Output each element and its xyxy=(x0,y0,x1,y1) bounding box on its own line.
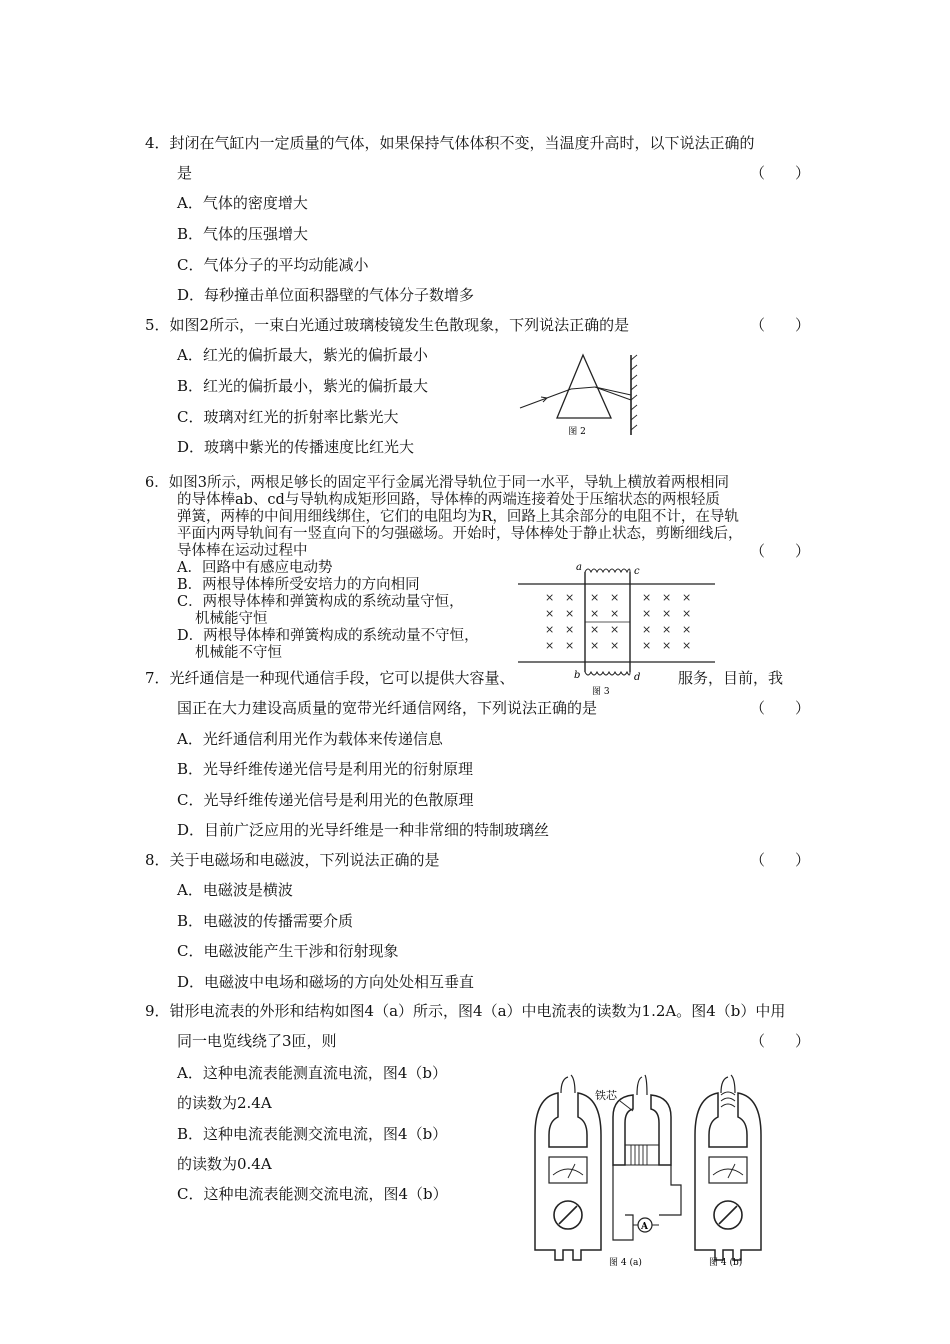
q5-option-d: D．玻璃中紫光的传播速度比红光大 xyxy=(177,438,415,456)
svg-text:×: × xyxy=(610,639,620,652)
svg-text:×: × xyxy=(642,591,652,604)
q9-option-b-line1: B．这种电流表能测交流电流，图4（b） xyxy=(177,1125,448,1143)
figure-3-caption: 图 3 xyxy=(592,687,610,697)
svg-text:×: × xyxy=(610,591,620,604)
q4-option-a: A．气体的密度增大 xyxy=(177,194,308,212)
q8-option-d: D．电磁波中电场和磁场的方向处处相互垂直 xyxy=(177,973,475,991)
q6-stem-line4: 平面内两导轨间有一竖直向下的匀强磁场。开始时，导体棒处于静止状态，剪断细线后， xyxy=(177,526,743,542)
svg-text:×: × xyxy=(682,607,692,620)
svg-text:×: × xyxy=(545,607,555,620)
q9-answer-paren: （ ） xyxy=(750,1032,811,1050)
svg-text:×: × xyxy=(642,607,652,620)
q7-stem-line1-right: 服务，目前，我 xyxy=(678,669,784,687)
svg-text:×: × xyxy=(682,591,692,604)
clamp-meter-figure xyxy=(525,1075,775,1275)
q4-option-c: C．气体分子的平均动能减小 xyxy=(177,256,369,274)
q8-option-b: B．电磁波的传播需要介质 xyxy=(177,912,354,930)
q6-stem-line2: 的导体棒ab、cd与导轨构成矩形回路，导体棒的两端连接着处于压缩状态的两根轻质 xyxy=(177,492,720,508)
q6-option-c-line1: C．两根导体棒和弹簧构成的系统动量守恒， xyxy=(177,594,464,610)
iron-core-label: 铁芯 xyxy=(595,1089,617,1102)
q6-option-d-line1: D．两根导体棒和弹簧构成的系统动量不守恒， xyxy=(177,628,479,644)
q4-option-b: B．气体的压强增大 xyxy=(177,225,309,243)
clamp-meter-b xyxy=(695,1075,761,1260)
meter-a-dial xyxy=(549,1157,587,1183)
q5-stem: 5．如图2所示，一束白光通过玻璃棱镜发生色散现象，下列说法正确的是 xyxy=(145,316,630,334)
q6-stem-line5: 导体棒在运动过程中 xyxy=(177,543,308,559)
q8-option-c: C．电磁波能产生干涉和衍射现象 xyxy=(177,942,399,960)
q6-option-a: A．回路中有感应电动势 xyxy=(177,560,333,576)
svg-text:×: × xyxy=(682,623,692,636)
q4-answer-paren: （ ） xyxy=(750,164,811,182)
svg-text:×: × xyxy=(590,623,600,636)
q9-stem-line2: 同一电览线绕了3匝，则 xyxy=(177,1032,337,1050)
q5-option-c: C．玻璃对红光的折射率比紫光大 xyxy=(177,408,399,426)
q7-option-b: B．光导纤维传递光信号是利用光的衍射原理 xyxy=(177,760,474,778)
meter-b-dial xyxy=(709,1157,747,1183)
q9-option-a-line2: 的读数为2.4A xyxy=(177,1094,272,1112)
svg-text:×: × xyxy=(565,591,575,604)
q7-option-d: D．目前广泛应用的光导纤维是一种非常细的特制玻璃丝 xyxy=(177,821,550,839)
q6-option-d-line2: 机械能不守恒 xyxy=(195,645,282,661)
inner-ray xyxy=(571,387,595,389)
q6-stem-line1: 6．如图3所示，两根足够长的固定平行金属光滑导轨位于同一水平，导轨上横放着两根相同 xyxy=(145,475,729,491)
svg-text:×: × xyxy=(610,623,620,636)
svg-text:×: × xyxy=(565,639,575,652)
q4-stem-line1: 4．封闭在气缸内一定质量的气体，如果保持气体体积不变，当温度升高时，以下说法正确的 xyxy=(145,134,755,152)
coil xyxy=(631,1145,647,1165)
q6-answer-paren: （ ） xyxy=(750,542,811,560)
q9-option-a-line1: A．这种电流表能测直流电流，图4（b） xyxy=(177,1064,447,1082)
q5-option-a: A．红光的偏折最大，紫光的偏折最小 xyxy=(177,346,428,364)
q6-option-b: B．两根导体棒所受安培力的方向相同 xyxy=(177,577,420,593)
label-d: d xyxy=(634,672,641,683)
svg-text:×: × xyxy=(662,607,672,620)
svg-text:×: × xyxy=(590,591,600,604)
svg-text:×: × xyxy=(565,623,575,636)
q8-answer-paren: （ ） xyxy=(750,851,811,869)
q6-stem-line3: 弹簧，两棒的中间用细线绑住，它们的电阻均为R，回路上其余部分的电阻不计，在导轨 xyxy=(177,509,739,525)
svg-text:×: × xyxy=(590,607,600,620)
figure-4b-caption: 图 4 (b) xyxy=(709,1258,743,1268)
q7-stem-line1-left: 7．光纤通信是一种现代通信手段，它可以提供大容量、 xyxy=(145,669,515,687)
ammeter-symbol-label: A xyxy=(641,1222,648,1232)
q7-answer-paren: （ ） xyxy=(750,699,811,717)
q9-option-c-line1: C．这种电流表能测交流电流，图4（b） xyxy=(177,1185,448,1203)
svg-text:×: × xyxy=(682,639,692,652)
figure-2-caption: 图 2 xyxy=(568,427,586,437)
q7-option-a: A．光纤通信利用光作为载体来传递信息 xyxy=(177,730,443,748)
svg-text:×: × xyxy=(565,607,575,620)
svg-text:×: × xyxy=(642,639,652,652)
figure-4a-caption: 图 4 (a) xyxy=(609,1258,642,1268)
prism-figure xyxy=(515,350,645,440)
meter-b-coil xyxy=(721,1092,735,1107)
prism-triangle xyxy=(557,355,611,418)
q7-stem-line2: 国正在大力建设高质量的宽带光纤通信网络，下列说法正确的是 xyxy=(177,699,598,717)
q9-stem-line1: 9．钳形电流表的外形和结构如图4（a）所示，图4（a）中电流表的读数为1.2A。图4（b）中用 xyxy=(145,1002,786,1020)
svg-text:×: × xyxy=(545,639,555,652)
incident-ray xyxy=(520,389,571,408)
svg-text:×: × xyxy=(545,623,555,636)
svg-text:×: × xyxy=(662,591,672,604)
q8-option-a: A．电磁波是横波 xyxy=(177,881,293,899)
label-b: b xyxy=(574,670,581,681)
svg-text:×: × xyxy=(642,623,652,636)
svg-text:×: × xyxy=(662,639,672,652)
q7-option-c: C．光导纤维传递光信号是利用光的色散原理 xyxy=(177,791,474,809)
q6-option-c-line2: 机械能守恒 xyxy=(195,611,268,627)
svg-text:×: × xyxy=(545,591,555,604)
label-c: c xyxy=(634,566,640,577)
q5-answer-paren: （ ） xyxy=(750,316,811,334)
q4-stem-line2: 是 xyxy=(177,164,193,182)
q8-stem: 8．关于电磁场和电磁波，下列说法正确的是 xyxy=(145,851,440,869)
svg-text:×: × xyxy=(590,639,600,652)
q4-option-d: D．每秒撞击单位面积器壁的气体分子数增多 xyxy=(177,286,475,304)
svg-text:×: × xyxy=(610,607,620,620)
q5-option-b: B．红光的偏折最小，紫光的偏折最大 xyxy=(177,377,429,395)
label-a: a xyxy=(576,562,582,573)
q9-option-b-line2: 的读数为0.4A xyxy=(177,1155,272,1173)
clamp-meter-a-structure xyxy=(613,1075,681,1240)
clamp-meter-a-exterior xyxy=(535,1075,601,1260)
svg-text:×: × xyxy=(662,623,672,636)
